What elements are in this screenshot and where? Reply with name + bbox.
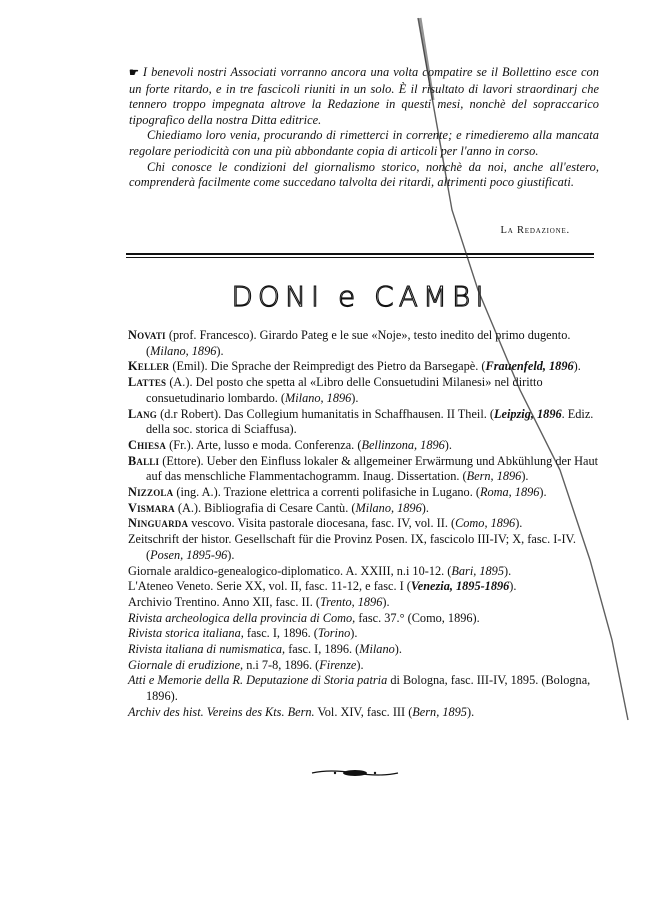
list-item: Rivista storica italiana, fasc. I, 1896. (Torino). xyxy=(128,626,358,641)
list-item: Rivista archeologica della provincia di Como, fasc. 37.° (Como, 1896). xyxy=(128,610,480,625)
notice-paragraph-3: Chi conosce le condizioni del giornalismo storico, nonchè da noi, anche all'estero, comprenderà facilmente come succedano talvolta dei ritardi, altrimenti poco giustificati. xyxy=(129,159,599,190)
divider-thick xyxy=(126,253,594,255)
list-item: Giornale di erudizione, n.i 7-8, 1896. (Firenze). xyxy=(128,657,364,672)
list-item: Archivio Trentino. Anno XII, fasc. II. (Trento, 1896). xyxy=(128,594,390,609)
list-item: Keller (Emil). Die Sprache der Reimpredigt des Pietro da Barsegapè. (Frauenfeld, 1896). xyxy=(128,359,581,374)
editorial-notice xyxy=(129,65,599,191)
list-item: Giornale araldico-genealogico-diplomatico. A. XXIII, n.i 10-12. (Bari, 1895). xyxy=(128,563,512,578)
list-item: Ninguarda vescovo. Visita pastorale diocesana, fasc. IV, vol. II. (Como, 1896). xyxy=(128,516,523,531)
list-item: Zeitschrift der histor. Gesellschaft für die Provinz Posen. IX, fascicolo III-IV; X, fasc. I-IV. (Posen, 1895-96). xyxy=(128,532,576,562)
signature: La Redazione. xyxy=(500,225,570,236)
ornament-divider xyxy=(310,768,400,778)
list-item: Archiv des hist. Vereins des Kts. Bern. Vol. XIV, fasc. III (Bern, 1895). xyxy=(128,704,475,719)
list-item: Chiesa (Fr.). Arte, lusso e moda. Conferenza. (Bellinzona, 1896). xyxy=(128,437,452,452)
section-heading: DONI e CAMBI xyxy=(231,280,489,313)
list-item: Rivista italiana di numismatica, fasc. I, 1896. (Milano). xyxy=(128,642,402,657)
pointing-hand-icon: ☛ xyxy=(129,67,139,79)
list-item: L'Ateneo Veneto. Serie XX, vol. II, fasc. 11-12, e fasc. I (Venezia, 1895-1896). xyxy=(128,579,517,594)
entries-list xyxy=(128,328,602,721)
notice-paragraph-1: ☛ I benevoli nostri Associati vorranno ancora una volta compatire se il Bollettino esce con un forte ritardo, e in tre fascicoli riuniti in un solo. È il risultato di lavori straordinarj che tennero troppo impegnata altrove la Redazione in questi mesi, nonchè del sopraccarico tipografico della nostra Ditta editrice. xyxy=(129,65,599,127)
divider-thin xyxy=(126,257,594,258)
list-item: Lattes (A.). Del posto che spetta al «Libro delle Consuetudini Milanesi» nel diritto consuetudinario lombardo. (Milano, 1896). xyxy=(128,375,543,405)
list-item: Lang (d.r Robert). Das Collegium humanitatis in Schaffhausen. II Theil. (Leipzig, 1896. Ediz. della soc. storica di Sciaffusa). xyxy=(128,406,594,437)
list-item: Nizzola (ing. A.). Trazione elettrica a correnti polifasiche in Lugano. (Roma, 1896). xyxy=(128,485,547,500)
list-item: Novati (prof. Francesco). Girardo Pateg e le sue «Noje», testo inedito del primo dugento. (Milano, 1896). xyxy=(128,328,571,358)
notice-paragraph-2: Chiediamo loro venia, procurando di rimetterci in corrente; e rimedieremo alla mancata regolare periodicità con una più abbondante copia di articoli per l'anno in corso. xyxy=(129,128,599,158)
list-item: Atti e Memorie della R. Deputazione di Storia patria di Bologna, fasc. III-IV, 1895. (Bologna, 1896). xyxy=(128,673,591,704)
list-item: Balli (Ettore). Ueber den Einfluss lokaler & allgemeiner Erwärmung und Abkühlung der Haut auf das menschliche Flammentachogramm. Inaug. Dissertation. (Bern, 1896). xyxy=(128,453,599,484)
list-item: Vismara (A.). Bibliografia di Cesare Cantù. (Milano, 1896). xyxy=(128,500,429,515)
